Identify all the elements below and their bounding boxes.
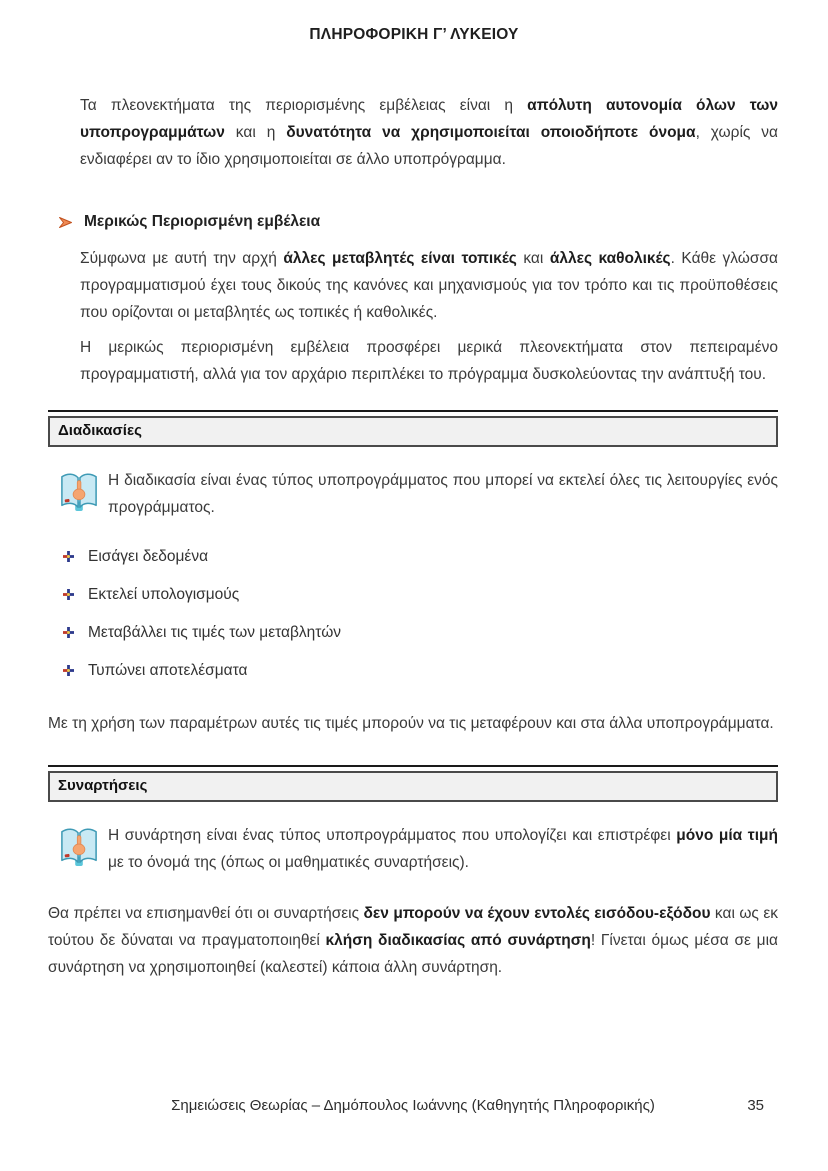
footer-text: Σημειώσεις Θεωρίας – Δημόπουλος Ιωάννης (Καθηγητής Πληροφορικής): [171, 1097, 655, 1114]
procedures-closing-paragraph: Με τη χρήση των παραμέτρων αυτές τις τιμές μπορούν να τις μεταφέρουν και στα άλλα υποπρογράμματα.: [48, 715, 774, 732]
functions-definition-text: Η συνάρτηση είναι ένας τύπος υποπρογράμματος που υπολογίζει και επιστρέφει μόνο μία τιμή με το όνομά της (όπως οι μαθηματικές συναρτήσεις).: [108, 827, 778, 871]
partial-scope-heading-label: Μερικώς Περιορισμένη εμβέλεια: [84, 213, 321, 230]
partial-scope-heading: [48, 213, 778, 231]
functions-section-header: Συναρτήσεις: [48, 771, 778, 802]
list-item: [48, 657, 778, 684]
partial-scope-paragraph-1: Σύμφωνα με αυτή την αρχή άλλες μεταβλητές είναι τοπικές και άλλες καθολικές. Κάθε γλώσσα προγραμματισμού έχει τους δικούς της κανόνες και μηχανισμούς για τον τρόπο και τις προϋποθέσεις που ορίζονται οι μεταβλητές ως τοπικές ή καθολικές.: [80, 250, 779, 321]
page-title: ΠΛΗΡΟΦΟΡΙΚΗ Γ’ ΛΥΚΕΙΟΥ: [309, 26, 519, 43]
functions-paragraph: Θα πρέπει να επισημανθεί ότι οι συναρτήσεις δεν μπορούν να έχουν εντολές εισόδου-εξόδου και ως εκ τούτου δε δύναται να πραγματοποιηθεί κλήση διαδικασίας από συνάρτηση! Γίνεται όμως μέσα σε μια συνάρτηση να χρησιμοποιηθεί (καλεστεί) κάποια άλλη συνάρτηση.: [48, 905, 778, 976]
list-item-label: Μεταβάλλει τις τιμές των μεταβλητών: [88, 624, 342, 641]
list-item-label: Εισάγει δεδομένα: [88, 548, 209, 565]
procedures-definition-row: [48, 467, 778, 521]
arrow-right-bullet-icon: [58, 216, 73, 229]
procedures-section-rule: [48, 410, 778, 412]
functions-section-rule: [48, 765, 778, 767]
procedures-bullet-list: [48, 543, 778, 684]
list-item: [48, 581, 778, 608]
list-item: [48, 543, 778, 570]
list-item: [48, 619, 778, 646]
functions-definition-row: [48, 822, 778, 876]
page-content: [48, 92, 778, 981]
list-item-label: Τυπώνει αποτελέσματα: [88, 662, 248, 679]
partial-scope-paragraph-2: Η μερικώς περιορισμένη εμβέλεια προσφέρει μερικά πλεονεκτήματα στον πεπειραμένο προγραμματιστή, αλλά για τον αρχάριο περιπλέκει το πρόγραμμα δυσκολεύοντας την ανάπτυξή του.: [80, 339, 778, 383]
page-footer: [48, 1097, 778, 1114]
plus-bullet-icon: [62, 626, 75, 639]
plus-bullet-icon: [62, 550, 75, 563]
open-book-pointing-hand-icon: [60, 469, 98, 520]
list-item-label: Εκτελεί υπολογισμούς: [88, 586, 240, 603]
plus-bullet-icon: [62, 664, 75, 677]
procedures-section-header: Διαδικασίες: [48, 416, 778, 447]
procedures-definition-text: Η διαδικασία είναι ένας τύπος υποπρογράμματος που μπορεί να εκτελεί όλες τις λειτουργίες ενός προγράμματος.: [108, 472, 778, 516]
page-number: 35: [747, 1097, 764, 1114]
open-book-pointing-hand-icon: [60, 824, 98, 875]
intro-paragraph: Τα πλεονεκτήματα της περιορισμένης εμβέλειας είναι η απόλυτη αυτονομία όλων των υποπρογραμμάτων και η δυνατότητα να χρησιμοποιείται οποιοδήποτε όνομα, χωρίς να ενδιαφέρει αν το ίδιο χρησιμοποιείται σε άλλο υποπρόγραμμα.: [80, 97, 778, 168]
plus-bullet-icon: [62, 588, 75, 601]
